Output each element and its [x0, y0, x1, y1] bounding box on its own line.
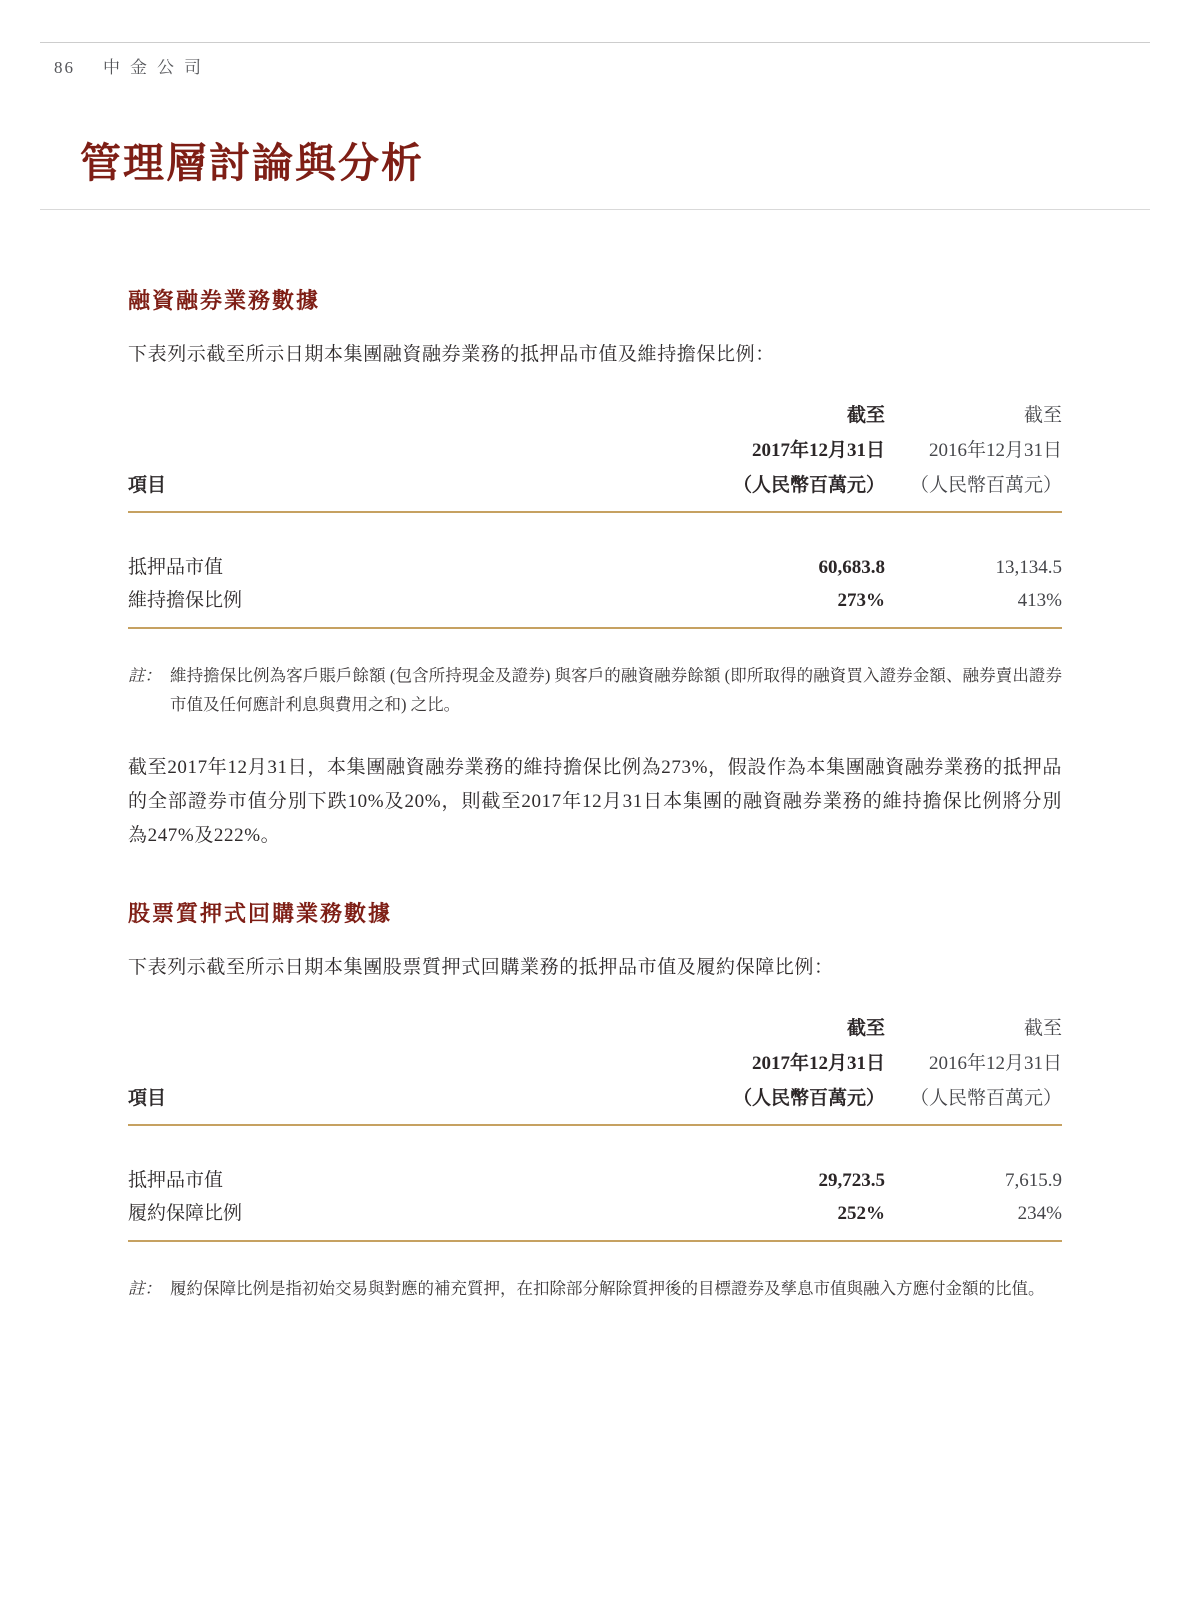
table-row — [128, 1197, 1062, 1230]
table-header — [128, 398, 1062, 513]
value-2017: 60,683.8 — [818, 557, 885, 578]
page-header — [54, 53, 1150, 78]
page-content — [128, 284, 1062, 1303]
note-text: 維持擔保比例為客戶賬戶餘額 (包含所持現金及證券) 與客戶的融資融券餘額 (即所取得的融資買入證券金額、融券賣出證券市值及任何應計利息與費用之和) 之比。 — [170, 666, 1062, 714]
table-body — [128, 1164, 1062, 1242]
table-note — [128, 1274, 1062, 1303]
table-note — [128, 661, 1062, 719]
unit-label: （人民幣百萬元） — [732, 475, 885, 496]
section-heading-stock-repo: 股票質押式回購業務數據 — [128, 901, 393, 926]
column-header-item: 項目 — [128, 1088, 167, 1109]
row-label: 維持擔保比例 — [128, 590, 243, 611]
page-number: 86 — [54, 58, 75, 77]
date-label: 2016年12月31日 — [928, 440, 1062, 461]
table-row — [128, 1164, 1062, 1197]
margin-financing-table — [128, 398, 1062, 629]
column-header-2016 — [885, 398, 1062, 503]
date-label: 2017年12月31日 — [751, 440, 885, 461]
column-header-item: 項目 — [128, 475, 167, 496]
table-body — [128, 551, 1062, 629]
unit-label: （人民幣百萬元） — [732, 1088, 885, 1109]
value-2016: 234% — [1017, 1203, 1062, 1224]
table-row — [128, 584, 1062, 617]
asof-label: 截至 — [846, 405, 885, 426]
value-2017: 273% — [837, 590, 885, 611]
table-row — [128, 551, 1062, 584]
row-label: 抵押品市值 — [128, 557, 224, 578]
value-2017: 252% — [837, 1203, 885, 1224]
column-header-2016 — [885, 1011, 1062, 1116]
body-paragraph: 截至2017年12月31日，本集團融資融券業務的維持擔保比例為273%，假設作為本集團融資融券業務的抵押品的全部證券市值分別下跌10%及20%，則截至2017年12月31日本集團的融資融券業務的維持擔保比例將分別為247%及222%。 — [128, 757, 1062, 846]
value-2016: 13,134.5 — [995, 557, 1062, 578]
value-2016: 413% — [1017, 590, 1062, 611]
unit-label: （人民幣百萬元） — [909, 475, 1062, 496]
asof-label: 截至 — [846, 1018, 885, 1039]
intro-text: 下表列示截至所示日期本集團融資融券業務的抵押品市值及維持擔保比例： — [128, 344, 775, 365]
asof-label: 截至 — [1023, 405, 1062, 426]
header-divider — [40, 42, 1150, 43]
note-label: 註： — [128, 1279, 161, 1298]
row-label: 履約保障比例 — [128, 1203, 243, 1224]
value-2016: 7,615.9 — [1005, 1170, 1062, 1191]
intro-text: 下表列示截至所示日期本集團股票質押式回購業務的抵押品市值及履約保障比例： — [128, 957, 834, 978]
unit-label: （人民幣百萬元） — [909, 1088, 1062, 1109]
value-2017: 29,723.5 — [818, 1170, 885, 1191]
note-label: 註： — [128, 666, 161, 685]
note-text: 履約保障比例是指初始交易與對應的補充質押，在扣除部分解除質押後的目標證券及孳息市值與融入方應付金額的比值。 — [170, 1279, 1045, 1298]
section-heading-margin-financing: 融資融券業務數據 — [128, 288, 321, 313]
table-header — [128, 1011, 1062, 1126]
date-label: 2017年12月31日 — [751, 1053, 885, 1074]
row-label: 抵押品市值 — [128, 1170, 224, 1191]
column-header-2017 — [655, 1011, 885, 1116]
column-header-2017 — [655, 398, 885, 503]
title-divider — [40, 209, 1150, 210]
brand-name: 中金公司 — [103, 58, 211, 77]
date-label: 2016年12月31日 — [928, 1053, 1062, 1074]
stock-repo-table — [128, 1011, 1062, 1242]
asof-label: 截至 — [1023, 1018, 1062, 1039]
page-title: 管理層討論與分析 — [80, 140, 424, 186]
